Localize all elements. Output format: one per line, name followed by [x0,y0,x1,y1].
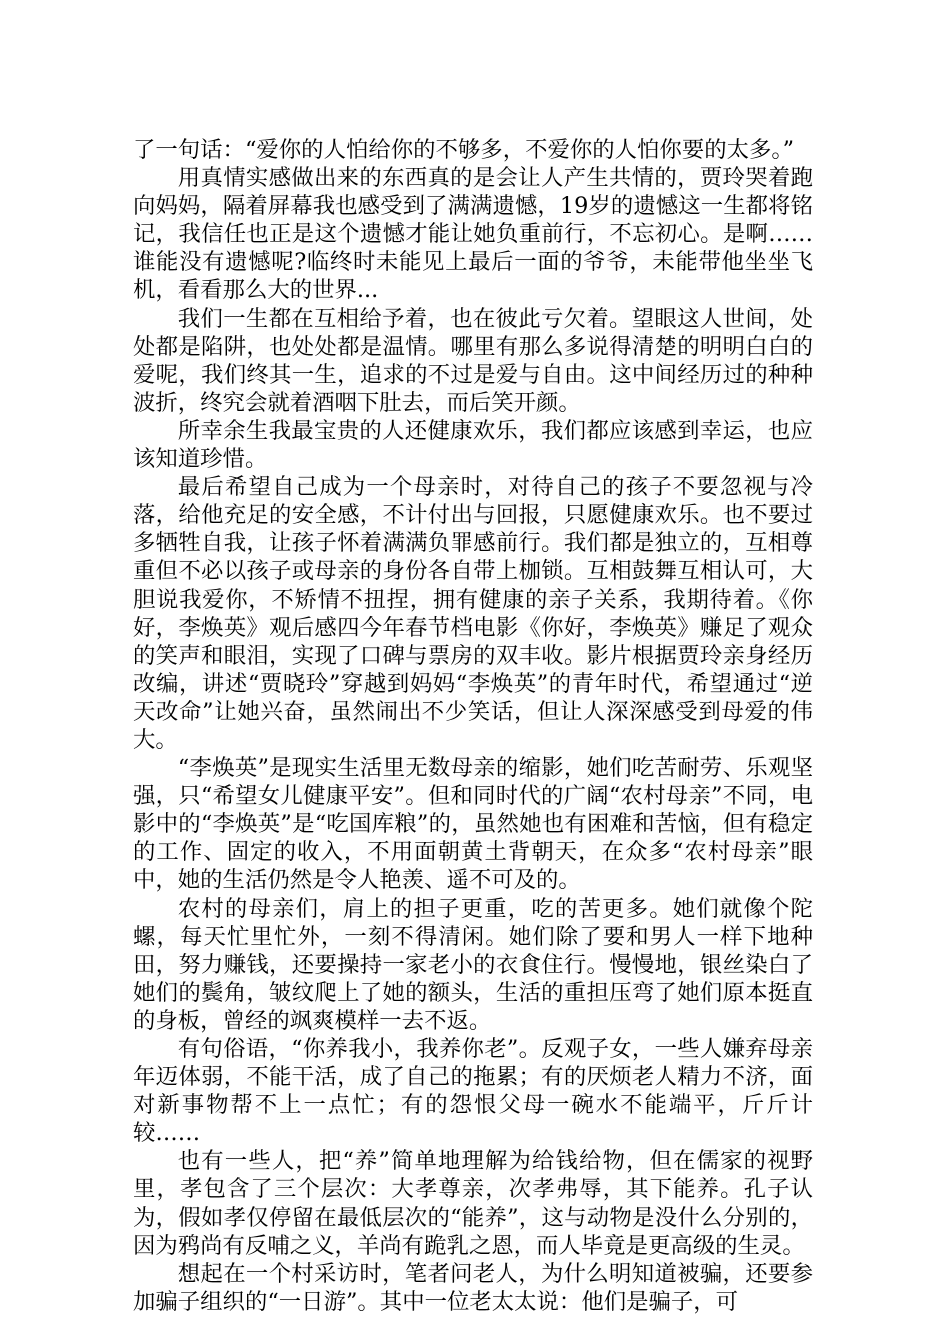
article-body [133,136,813,1316]
paragraph-2: 用真情实感做出来的东西真的是会让人产生共情的，贾玲哭着跑向妈妈，隔着屏幕我也感受到了满满遗憾，19岁的遗憾这一生都将铭记，我信任也正是这个遗憾才能让她负重前行，不忘初心。是啊……谁能没有遗憾呢?临终时未能见上最后一面的爷爷，未能带他坐坐飞机，看看那么大的世界... [133,165,813,304]
paragraph-6: “李焕英”是现实生活里无数母亲的缩影，她们吃苦耐劳、乐观坚强，只“希望女儿健康平安”。但和同时代的广阔“农村母亲”不同，电影中的“李焕英”是“吃国库粮”的，虽然她也有困难和苦恼，但有稳定的工作、固定的收入，不用面朝黄土背朝天，在众多“农村母亲”眼中，她的生活仍然是令人艳羡、遥不可及的。 [133,755,813,894]
paragraph-1: 了一句话：“爱你的人怕给你的不够多，不爱你的人怕你要的太多。” [133,137,795,163]
paragraph-5: 最后希望自己成为一个母亲时，对待自己的孩子不要忽视与冷落，给他充足的安全感，不计付出与回报，只愿健康欢乐。也不要过多牺牲自我，让孩子怀着满满负罪感前行。我们都是独立的，互相尊重但不必以孩子或母亲的身份各自带上枷锁。互相鼓舞互相认可，大胆说我爱你，不矫情不扭捏，拥有健康的亲子关系，我期待着。《你好，李焕英》观后感四今年春节档电影《你好，李焕英》赚足了观众的笑声和眼泪，实现了口碑与票房的双丰收。影片根据贾玲亲身经历改编，讲述“贾晓玲”穿越到妈妈“李焕英”的青年时代，希望通过“逆天改命”让她兴奋，虽然闹出不少笑话，但让人深深感受到母爱的伟大。 [133,474,813,753]
paragraph-7: 农村的母亲们，肩上的担子更重，吃的苦更多。她们就像个陀螺，每天忙里忙外，一刻不得清闲。她们除了要和男人一样下地种田，努力赚钱，还要操持一家老小的衣食住行。慢慢地，银丝染白了她们的鬓角，皱纹爬上了她的额头，生活的重担压弯了她们原本挺直的身板，曾经的飒爽模样一去不返。 [133,895,813,1034]
paragraph-8: 有句俗语，“你养我小，我养你老”。反观子女，一些人嫌弃母亲年迈体弱，不能干活，成了自己的拖累；有的厌烦老人精力不济，面对新事物帮不上一点忙；有的怨恨父母一碗水不能端平，斤斤计较…… [133,1036,813,1147]
paragraph-9: 也有一些人，把“养”简单地理解为给钱给物，但在儒家的视野里，孝包含了三个层次：大孝尊亲，次孝弗辱，其下能养。孔子认为，假如孝仅停留在最低层次的“能养”，这与动物是没什么分别的，因为鸦尚有反哺之义，羊尚有跪乳之恩，而人毕竟是更高级的生灵。 [133,1148,813,1259]
paragraph-10: 想起在一个村采访时，笔者问老人，为什么明知道被骗，还要参加骗子组织的“一日游”。其中一位老太太说：他们是骗子，可 [133,1260,813,1315]
paragraph-3: 我们一生都在互相给予着，也在彼此亏欠着。望眼这人世间，处处都是陷阱，也处处都是温情。哪里有那么多说得清楚的明明白白的爱呢，我们终其一生，追求的不过是爱与自由。这中间经历过的种种波折，终究会就着酒咽下肚去，而后笑开颜。 [133,305,813,416]
paragraph-4: 所幸余生我最宝贵的人还健康欢乐，我们都应该感到幸运，也应该知道珍惜。 [133,417,813,473]
